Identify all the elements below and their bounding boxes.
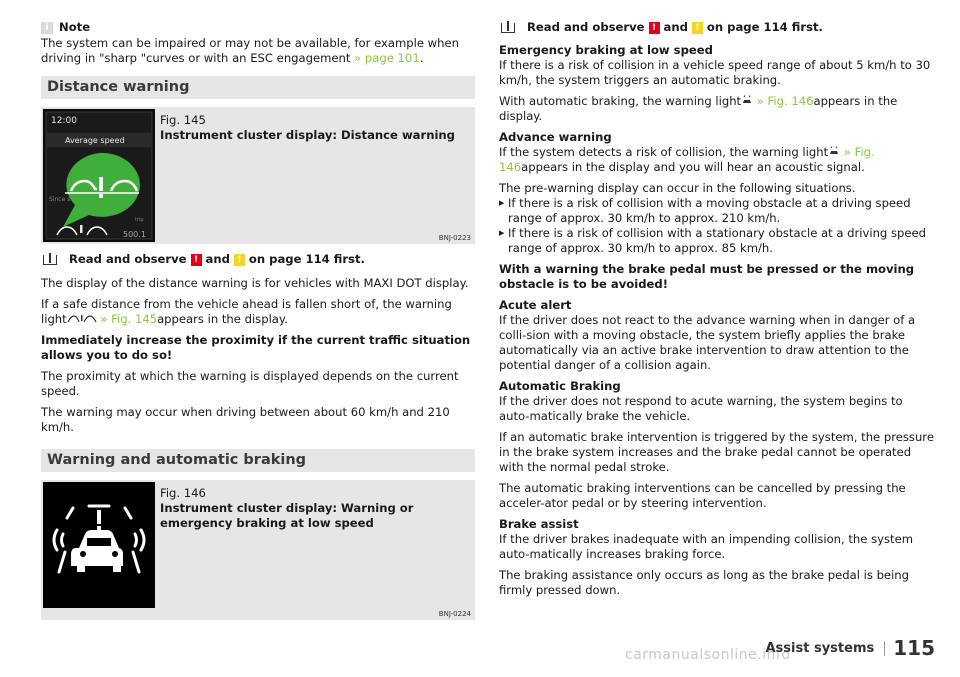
book-icon [501, 23, 515, 33]
read-and-observe: Read and observe ! and ! on page 114 first. [41, 252, 475, 267]
paragraph: The proximity at which the warning is displayed depends on the current speed. [41, 369, 459, 398]
svg-text:trip: trip [135, 217, 144, 223]
svg-text:Since s: Since s [49, 196, 71, 203]
paragraph: The warning may occur when driving between about 60 km/h and 210 km/h. [41, 405, 450, 434]
watermark: carmanualsonline.info [625, 647, 791, 663]
paragraph: The braking assistance only occurs as long as the brake pedal is being firmly pressed down. [499, 568, 909, 597]
paragraph: The automatic braking interventions can be cancelled by pressing the acceler-ator pedal or by steering intervention. [499, 481, 906, 510]
distance-warning-icon [67, 312, 97, 327]
instrument-cluster-display-distance [43, 109, 155, 242]
paragraph: If a safe distance from the vehicle ahead is fallen short of, the warning light » Fig. 145appears in the display. [41, 297, 452, 326]
section-heading-warning: Warning and automatic braking [41, 449, 475, 472]
list-item: ▶ If there is a risk of collision with a moving obstacle at a driving speed range of approx. 30 km/h to approx. 210 km/h. [499, 196, 935, 226]
figure-145 [41, 107, 475, 244]
paragraph: If there is a risk of collision in a vehicle speed range of about 5 km/h to 30 km/h, the system triggers an automatic braking. [499, 58, 931, 87]
figure-146 [41, 480, 475, 620]
warning-yellow-icon: ! [234, 254, 245, 266]
fig-145-link[interactable]: » Fig. 145 [96, 312, 158, 326]
instrument-cluster-display-warning [43, 482, 155, 608]
paragraph: If the driver does not react to the advance warning when in danger of a colli-sion with a moving obstacle, the system briefly applies the brake automatically via an active brake intervention to draw attention to the potential danger of a collision again. [499, 313, 916, 372]
info-icon: i [41, 22, 53, 34]
subheading: Emergency braking at low speed [499, 43, 713, 57]
paragraph: If the driver brakes inadequate with an impending collision, the system auto-matically increases braking force. [499, 532, 914, 561]
subheading: Automatic Braking [499, 379, 621, 393]
list-item: ▶ If there is a risk of collision with a stationary obstacle at a driving speed range of approx. 30 km/h to approx. 85 km/h. [499, 226, 935, 256]
page-number: 115 [884, 641, 935, 656]
warning-light-icon [828, 145, 840, 160]
bullet-list [499, 196, 935, 256]
note-page-link[interactable]: » page 101 [354, 51, 420, 65]
paragraph: If the system detects a risk of collision, the warning light » Fig. 146appears in the display and you will hear an acoustic signal. [499, 145, 875, 174]
note-block [41, 20, 475, 66]
section-heading-distance: Distance warning [41, 76, 475, 99]
figure-code: BNJ-0223 [438, 234, 471, 242]
warning-red-icon: ! [191, 254, 202, 266]
subheading: Brake assist [499, 517, 579, 531]
paragraph: The display of the distance warning is for vehicles with MAXI DOT display. [41, 276, 469, 290]
paragraph-warning: With a warning the brake pedal must be pressed or the moving obstacle is to be avoided! [499, 262, 915, 291]
subheading: Acute alert [499, 298, 572, 312]
paragraph-warning: Immediately increase the proximity if the current traffic situation allows you to do so! [41, 333, 471, 362]
warning-red-icon: ! [649, 22, 660, 34]
figure-code: BNJ-0224 [438, 610, 471, 618]
fig-146-link[interactable]: » Fig. 146 [499, 145, 875, 174]
fig-146-link[interactable]: » Fig. 146 [753, 94, 814, 108]
paragraph: If the driver does not respond to acute warning, the system begins to auto-matically brake the vehicle. [499, 394, 903, 423]
figure-146-caption: Fig. 146 Instrument cluster display: Warning or emergency braking at low speed [160, 486, 414, 530]
paragraph: If an automatic brake intervention is triggered by the system, the pressure in the brake system increases and the brake pedal cannot be operated with the normal pedal stroke. [499, 430, 934, 474]
right-column [499, 20, 935, 604]
footer-section-title: Assist systems [765, 641, 875, 656]
note-text: The system can be impaired or may not be available, for example when driving in "sharp "curves or with an ESC engagement » page 101. [41, 36, 459, 65]
subheading: Advance warning [499, 130, 612, 144]
warning-light-icon [741, 94, 753, 109]
paragraph: With automatic braking, the warning light » Fig. 146appears in the display. [499, 94, 898, 123]
book-icon [43, 255, 57, 265]
warning-yellow-icon: ! [692, 22, 703, 34]
display-label: Average speed [65, 136, 125, 145]
page-footer [765, 636, 936, 660]
svg-text:500.1: 500.1 [123, 230, 146, 239]
display-time: 12:00 [51, 116, 77, 126]
read-and-observe: Read and observe ! and ! on page 114 first. [499, 20, 935, 35]
note-title: Note [59, 20, 91, 34]
left-column [41, 20, 475, 626]
figure-145-caption: Fig. 145 Instrument cluster display: Distance warning [160, 113, 455, 142]
paragraph: The pre-warning display can occur in the following situations. [499, 181, 856, 195]
